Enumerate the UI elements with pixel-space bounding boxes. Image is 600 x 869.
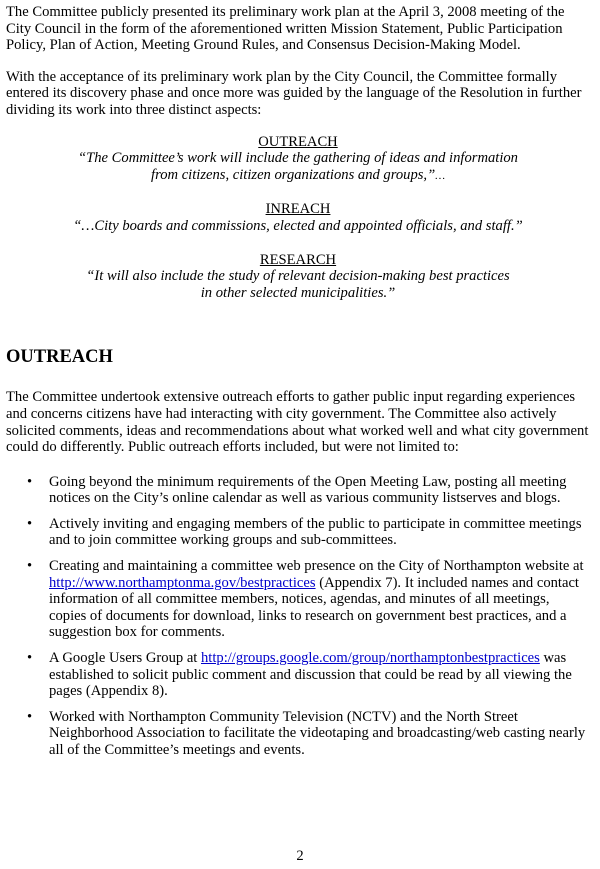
- aspects-list: [6, 134, 590, 302]
- bullet-icon: •: [27, 558, 33, 575]
- paragraph-work-plan: The Committee publicly presented its preliminary work plan at the April 3, 2008 meeting of the City Council in the form of the aforementioned written Mission Statement, Public Participation Policy, Plan of Action, Meeting Ground Rules, and Consensus Decision-Making Model.: [6, 4, 565, 54]
- list-item-text-after: was established to solicit public comment and discussion that could be read by all viewing the pages (Appendix 8).: [49, 650, 572, 700]
- aspect-quote-line: in other selected municipalities.”: [200, 284, 396, 301]
- list-item: [27, 515, 590, 549]
- aspect-quote-line: “It will also include the study of relevant decision-making best practices: [86, 268, 510, 285]
- aspect-quote-outreach: [6, 150, 590, 184]
- paragraph-outreach-efforts: The Committee undertook extensive outreach efforts to gather public input regarding experiences and concerns citizens have had interacting with city government. The Committee also actively solicited comments, ideas and recommendations about what worked well and what city government could do differently. Public outreach efforts included, but were not limited to:: [6, 389, 589, 456]
- bullet-icon: •: [27, 708, 33, 725]
- bullet-icon: •: [27, 650, 33, 667]
- list-item-text-before: Creating and maintaining a committee web presence on the City of Northampton website at: [49, 558, 584, 575]
- section-heading-outreach: OUTREACH: [6, 347, 113, 368]
- list-item: [27, 650, 590, 700]
- list-item-text: Going beyond the minimum requirements of the Open Meeting Law, posting all meeting notices on the City’s online calendar as well as various community listserves and blogs.: [49, 473, 567, 507]
- aspect-title-inreach: INREACH: [265, 201, 331, 218]
- aspect-quote-ellipsis: …: [435, 169, 445, 182]
- aspect-quote-line: from citizens, citizen organizations and groups,”: [151, 166, 436, 183]
- list-item: [27, 473, 590, 507]
- list-item-text: Actively inviting and engaging members of the public to participate in committee meetings and to join committee working groups and sub-committees.: [49, 515, 582, 549]
- aspect-research: [6, 252, 590, 302]
- paragraph-discovery-phase: With the acceptance of its preliminary work plan by the City Council, the Committee formally entered its discovery phase and once more was guided by the language of the Resolution in further dividing its work into three distinct aspects:: [6, 68, 582, 118]
- list-item-text: Worked with Northampton Community Television (NCTV) and the North Street Neighborhood Association to facilitate the videotaping and broadcasting/web casting nearly all of the Committee’s meetings and events.: [49, 708, 586, 758]
- list-item: [27, 708, 590, 759]
- list-item-text-after: (Appendix 7). It included names and contact information of all committee members, notices, agendas, and minutes of all meetings, copies of documents for download, links to research on government best practices, and a suggestion box for comments.: [49, 574, 579, 641]
- aspect-quote-line: “The Committee’s work will include the gathering of ideas and information: [78, 150, 518, 167]
- aspect-quote-inreach: [6, 218, 590, 235]
- bullet-icon: •: [27, 473, 33, 490]
- aspect-title-research: RESEARCH: [259, 251, 337, 268]
- list-item: [27, 558, 590, 641]
- aspect-outreach: [6, 134, 590, 185]
- list-item-text-before: A Google Users Group at: [49, 650, 201, 667]
- aspect-title-outreach: OUTREACH: [258, 133, 338, 150]
- bestpractices-website-link[interactable]: http://www.northamptonma.gov/bestpractices: [49, 574, 316, 591]
- google-group-link[interactable]: http://groups.google.com/group/northamptonbestpractices: [201, 650, 540, 667]
- bullet-icon: •: [27, 515, 33, 532]
- aspect-inreach: [6, 201, 590, 234]
- aspect-quote-line: “…City boards and commissions, elected and appointed officials, and staff.”: [73, 217, 523, 234]
- outreach-bullet-list: [6, 474, 590, 759]
- aspect-quote-research: [6, 268, 590, 301]
- page-number: 2: [296, 848, 304, 864]
